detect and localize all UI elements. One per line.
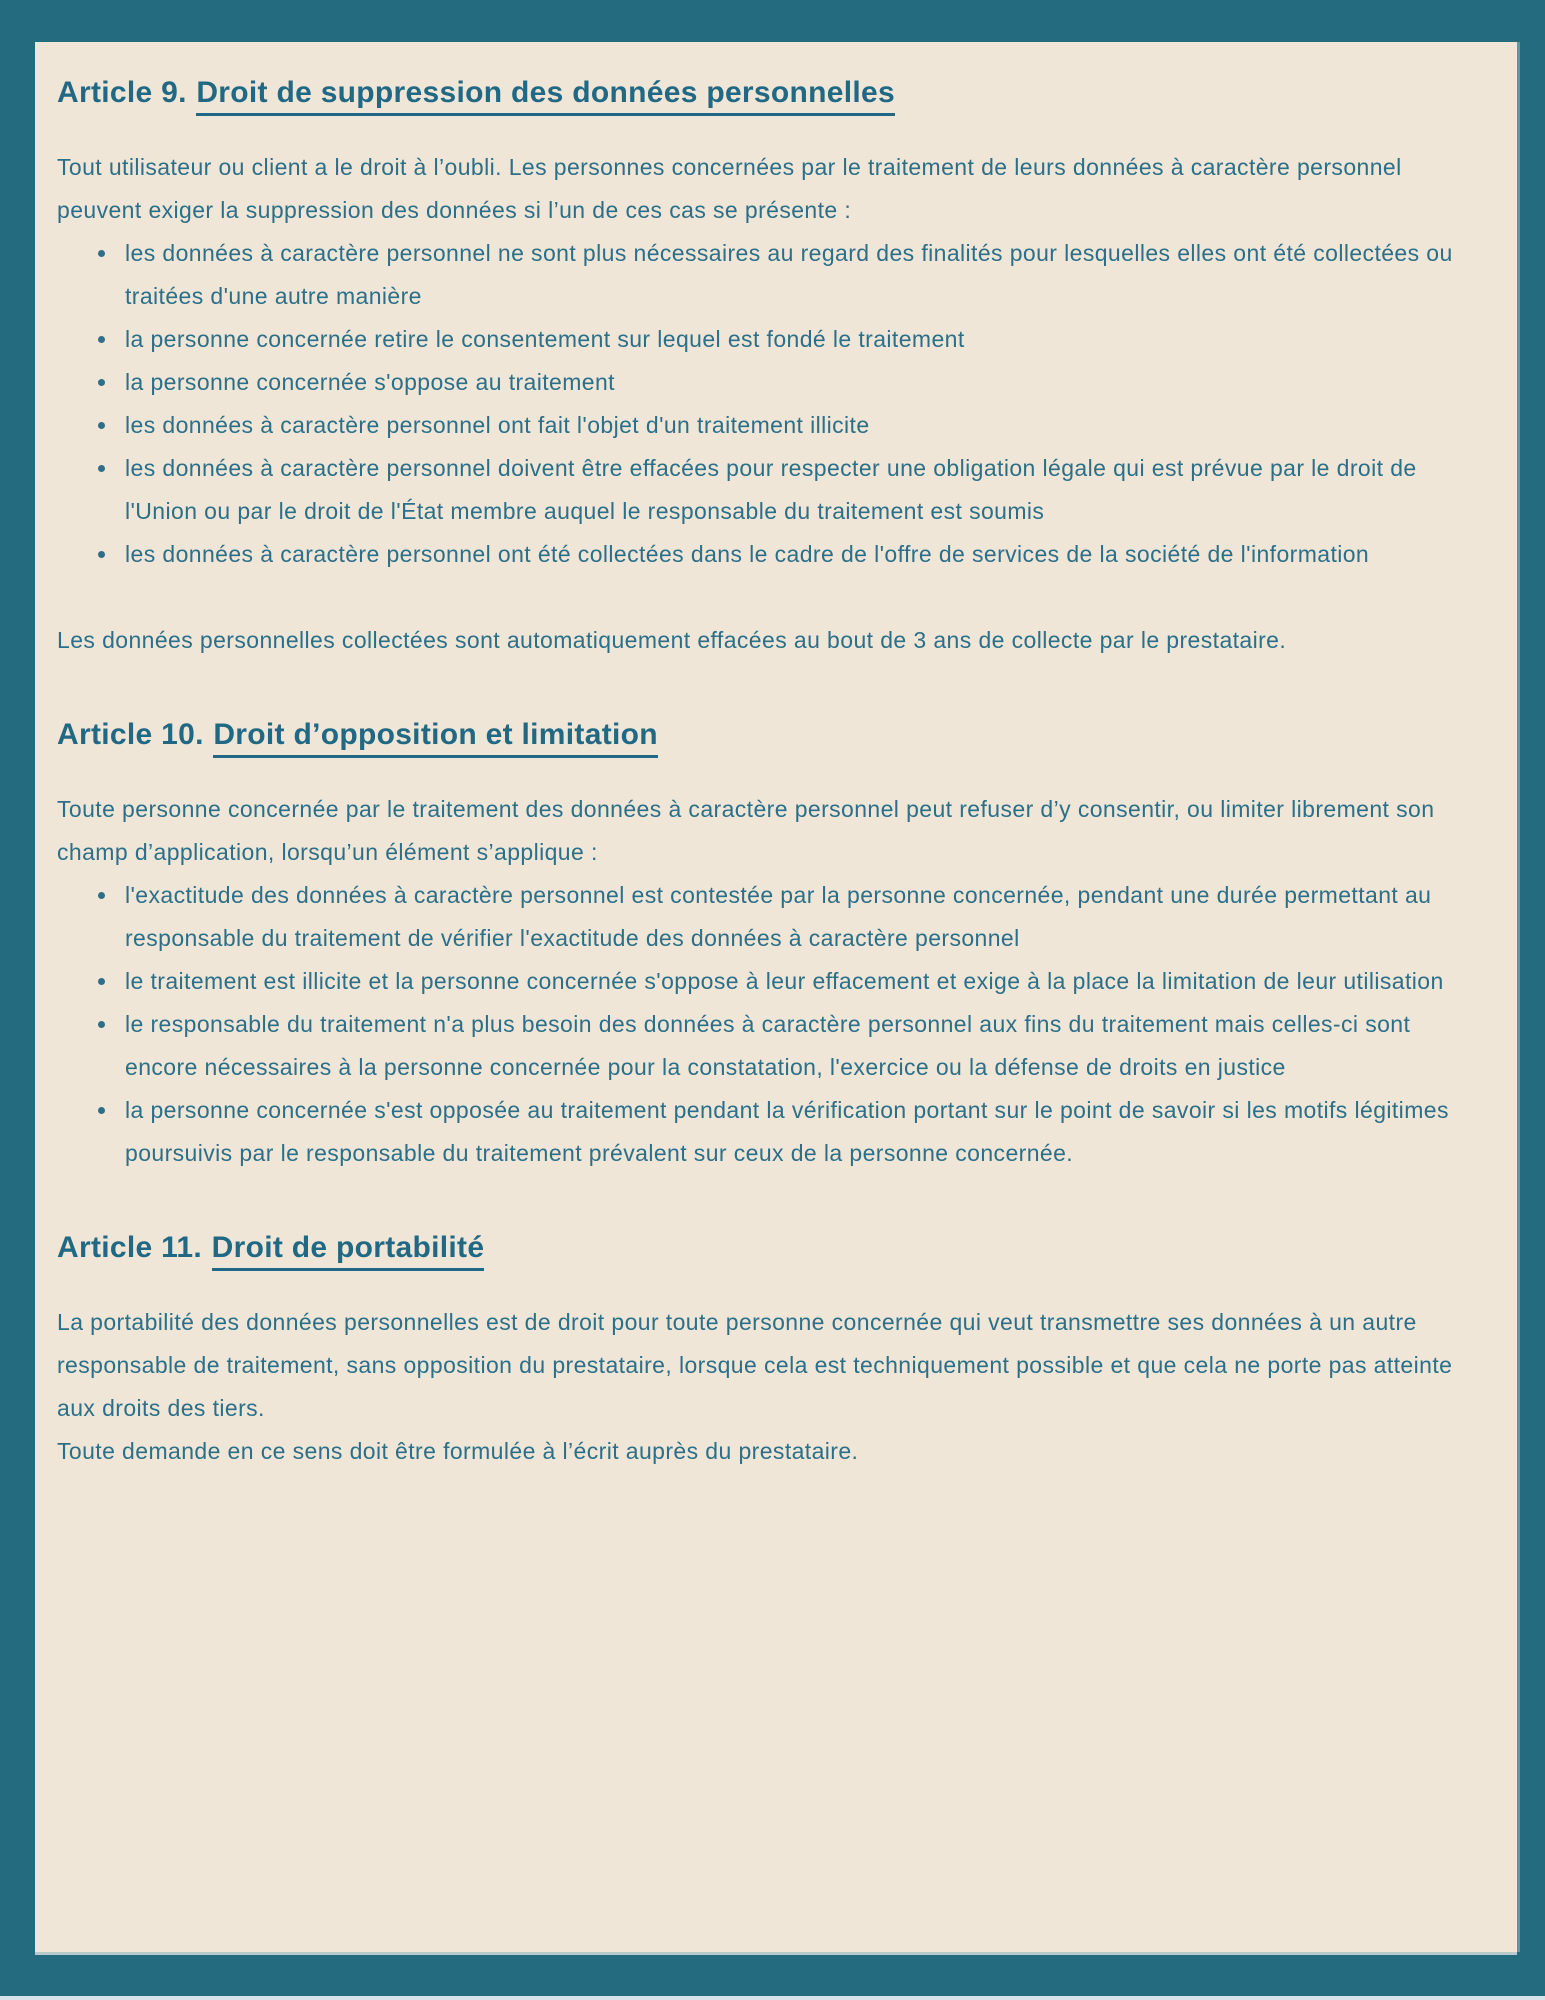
article-9-heading <box>57 76 1471 110</box>
article-10-section <box>57 718 1471 1175</box>
article-10-bullet-list <box>57 874 1471 1175</box>
bullet-item: • la personne concernée s'est opposée au traitement pendant la vérification portant sur le point de savoir si les motifs légitimes poursuivis par le responsable du traitement prévalent sur ceux de la personne concernée. <box>119 1089 1471 1175</box>
article-title: Droit d’opposition et limitation <box>213 718 658 758</box>
article-9-section <box>57 76 1471 662</box>
screenshot-bottom-edge <box>0 1996 1545 2000</box>
bullet-item: • l'exactitude des données à caractère personnel est contestée par la personne concernée, pendant une durée permettant au responsable du traitement de vérifier l'exactitude des données à caractère personnel <box>119 874 1471 960</box>
article-9-bullet-list <box>57 232 1471 576</box>
article-number: Article 10. <box>57 718 204 751</box>
article-number: Article 9. <box>57 76 187 109</box>
article-11-heading <box>57 1231 1471 1265</box>
article-9-outro-paragraph: Les données personnelles collectées sont automatiquement effacées au bout de 3 ans de collecte par le prestataire. <box>57 627 1287 653</box>
article-number: Article 11. <box>57 1231 203 1264</box>
article-title: Droit de portabilité <box>212 1231 485 1271</box>
article-11-section <box>57 1231 1471 1473</box>
article-title: Droit de suppression des données personnelles <box>196 76 895 116</box>
article-11-paragraph-line-2: Toute demande en ce sens doit être formulée à l’écrit auprès du prestataire. <box>57 1438 859 1464</box>
bullet-item: • la personne concernée retire le consentement sur lequel est fondé le traitement <box>119 318 1471 361</box>
bullet-item: • la personne concernée s'oppose au traitement <box>119 361 1471 404</box>
bullet-item: • les données à caractère personnel ont fait l'objet d'un traitement illicite <box>119 404 1471 447</box>
article-11-paragraph-line-1: La portabilité des données personnelles est de droit pour toute personne concernée qui veut transmettre ses données à un autre responsable de traitement, sans opposition du prestataire, lorsque cela est techniquement possible et que cela ne porte pas atteinte aux droits des tiers. <box>57 1309 1453 1421</box>
article-10-intro-paragraph: Toute personne concernée par le traitement des données à caractère personnel peut refuser d’y consentir, ou limiter librement son champ d’application, lorsqu’un élément s’applique : <box>57 796 1435 865</box>
bullet-item: • le responsable du traitement n'a plus besoin des données à caractère personnel aux fins du traitement mais celles-ci sont encore nécessaires à la personne concernée pour la constatation, l'exercice ou la défense de droits en justice <box>119 1003 1471 1089</box>
bullet-item: • le traitement est illicite et la personne concernée s'oppose à leur effacement et exige à la place la limitation de leur utilisation <box>119 960 1471 1003</box>
bullet-item: • les données à caractère personnel doivent être effacées pour respecter une obligation légale qui est prévue par le droit de l'Union ou par le droit de l'État membre auquel le responsable du traitement est soumis <box>119 447 1471 533</box>
bullet-item: • les données à caractère personnel ont été collectées dans le cadre de l'offre de services de la société de l'information <box>119 533 1471 576</box>
bullet-item: • les données à caractère personnel ne sont plus nécessaires au regard des finalités pour lesquelles elles ont été collectées ou traitées d'une autre manière <box>119 232 1471 318</box>
document-page <box>35 42 1517 1952</box>
article-9-intro-paragraph: Tout utilisateur ou client a le droit à l’oubli. Les personnes concernées par le traitement de leurs données à caractère personnel peuvent exiger la suppression des données si l’un de ces cas se présente : <box>57 154 1402 223</box>
article-10-heading <box>57 718 1471 752</box>
